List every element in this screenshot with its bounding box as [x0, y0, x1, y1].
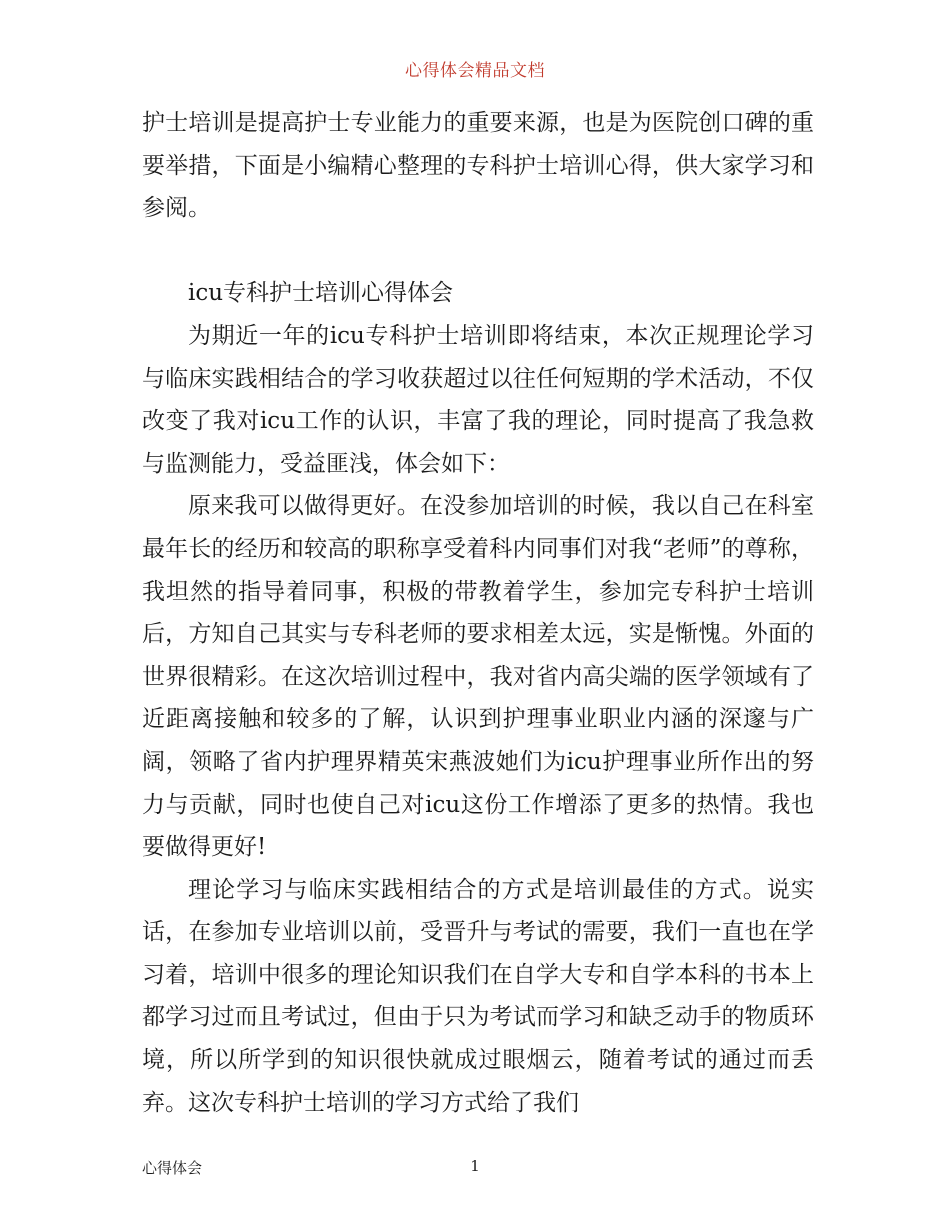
body-paragraph-3: 理论学习与临床实践相结合的方式是培训最佳的方式。说实话，在参加专业培训以前，受晋升与考试的需要，我们一直也在学习着，培训中很多的理论知识我们在自学大专和自学本科的书本上都学习过而且考试过，但由于只为考试而学习和缺乏动手的物质环境，所以所学到的知识很快就成过眼烟云，随着考试的通过而丢弃。这次专科护士培训的学习方式给了我们	[142, 876, 814, 1116]
page-number: 1	[470, 1157, 480, 1175]
body-paragraph-1: 为期近一年的icu专科护士培训即将结束，本次正规理论学习与临床实践相结合的学习收获超过以往任何短期的学术活动，不仅改变了我对icu工作的认识，丰富了我的理论，同时提高了我急救与监测能力，受益匪浅，体会如下：	[142, 322, 814, 477]
document-body	[142, 102, 814, 1124]
page-header-title: 心得体会精品文档	[405, 61, 545, 81]
body-paragraph-2: 原来我可以做得更好。在没参加培训的时候，我以自己在科室最年长的经历和较高的职称享受着科内同事们对我“老师”的尊称，我坦然的指导着同事，积极的带教着学生，参加完专科护士培训后，方知自己其实与专科老师的要求相差太远，实是惭愧。外面的世界很精彩。在这次培训过程中，我对省内高尖端的医学领域有了近距离接触和较多的了解，认识到护理事业职业内涵的深邃与广阔，领略了省内护理界精英宋燕波她们为icu护理事业所作出的努力与贡献，同时也使自己对icu这份工作增添了更多的热情。我也要做得更好!	[142, 493, 814, 861]
section-heading: icu专科护士培训心得体会	[188, 280, 454, 307]
page-footer-label: 心得体会	[142, 1159, 203, 1177]
intro-paragraph: 护士培训是提高护士专业能力的重要来源，也是为医院创口碑的重要举措，下面是小编精心整理的专科护士培训心得，供大家学习和参阅。	[142, 110, 814, 222]
paragraph-gap	[142, 230, 814, 273]
